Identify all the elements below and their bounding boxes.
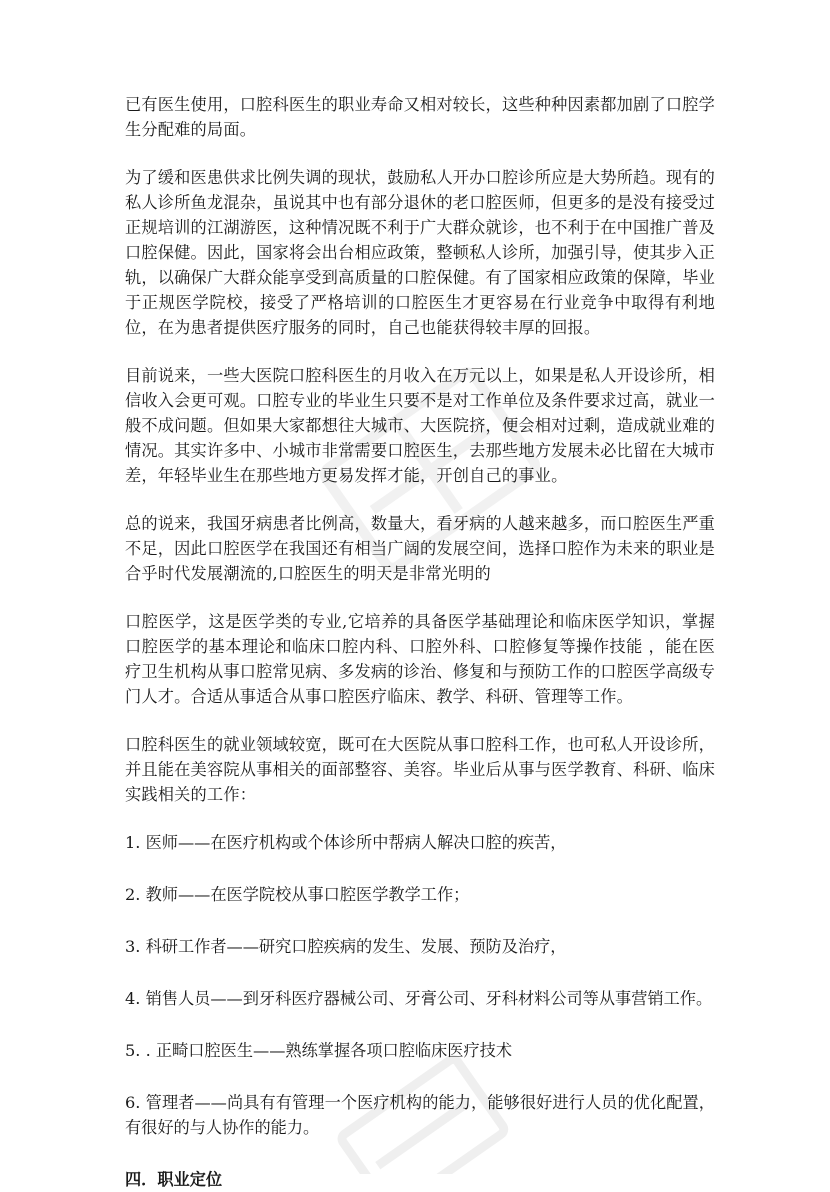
paragraph: 已有医生使用，口腔科医生的职业寿命又相对较长，这些种种因素都加剧了口腔学生分配难的局面。 (125, 95, 715, 139)
list-item: 3. 科研工作者——研究口腔疾病的发生、发展、预防及治疗， (125, 937, 567, 956)
list-item: 6. 管理者——尚具有有管理一个医疗机构的能力，能够很好进行人员的优化配置，有很好的与人协作的能力。 (125, 1093, 715, 1137)
list-item: 2. 教师——在医学院校从事口腔医学教学工作； (125, 885, 470, 904)
section-heading: 四．职业定位 (125, 1170, 223, 1189)
paragraph: 口腔医学，这是医学类的专业,它培养的具备医学基础理论和临床医学知识，掌握口腔医学的基本理论和临床口腔内科、口腔外科、口腔修复等操作技能 ，能在医疗卫生机构从事口腔常见病、多发病的诊治、修复和与预防工作的口腔医学高级专门人才。合适从事适合从事口腔医疗临床、教学、科研、管理等工作。 (125, 612, 715, 706)
list-item: 5. . 正畸口腔医生——熟练掌握各项口腔临床医疗技术 (125, 1041, 513, 1060)
paragraph: 总的说来，我国牙病患者比例高，数量大，看牙病的人越来越多，而口腔医生严重不足，因此口腔医学在我国还有相当广阔的发展空间，选择口腔作为未来的职业是合乎时代发展潮流的,口腔医生的明天是非常光明的 (125, 514, 715, 583)
paragraph: 为了缓和医患供求比例失调的现状，鼓励私人开办口腔诊所应是大势所趋。现有的私人诊所鱼龙混杂，虽说其中也有部分退休的老口腔医师，但更多的是没有接受过正规培训的江湖游医，这种情况既不利于广大群众就诊，也不利于在中国推广普及口腔保健。因此，国家将会出台相应政策，整顿私人诊所，加强引导，使其步入正轨，以确保广大群众能享受到高质量的口腔保健。有了国家相应政策的保障，毕业于正规医学院校，接受了严格培训的口腔医生才更容易在行业竞争中取得有利地位，在为患者提供医疗服务的同时，自己也能获得较丰厚的回报。 (125, 168, 715, 337)
paragraph: 口腔科医生的就业领域较宽，既可在大医院从事口腔科工作，也可私人开设诊所，并且能在美容院从事相关的面部整容、美容。毕业后从事与医学教育、科研、临床实践相关的工作： (125, 735, 715, 804)
document-body (125, 92, 715, 1192)
paragraph: 目前说来，一些大医院口腔科医生的月收入在万元以上，如果是私人开设诊所，相信收入会更可观。口腔专业的毕业生只要不是对工作单位及条件要求过高，就业一般不成问题。但如果大家都想往大城市、大医院挤，便会相对过剩，造成就业难的情况。其实许多中、小城市非常需要口腔医生，去那些地方发展未必比留在大城市差，年轻毕业生在那些地方更易发挥才能，开创自己的事业。 (125, 366, 715, 485)
list-item: 4. 销售人员——到牙科医疗器械公司、牙膏公司、牙科材料公司等从事营销工作。 (125, 989, 713, 1008)
list-item: 1. 医师——在医疗机构或个体诊所中帮病人解决口腔的疾苦， (125, 833, 567, 852)
